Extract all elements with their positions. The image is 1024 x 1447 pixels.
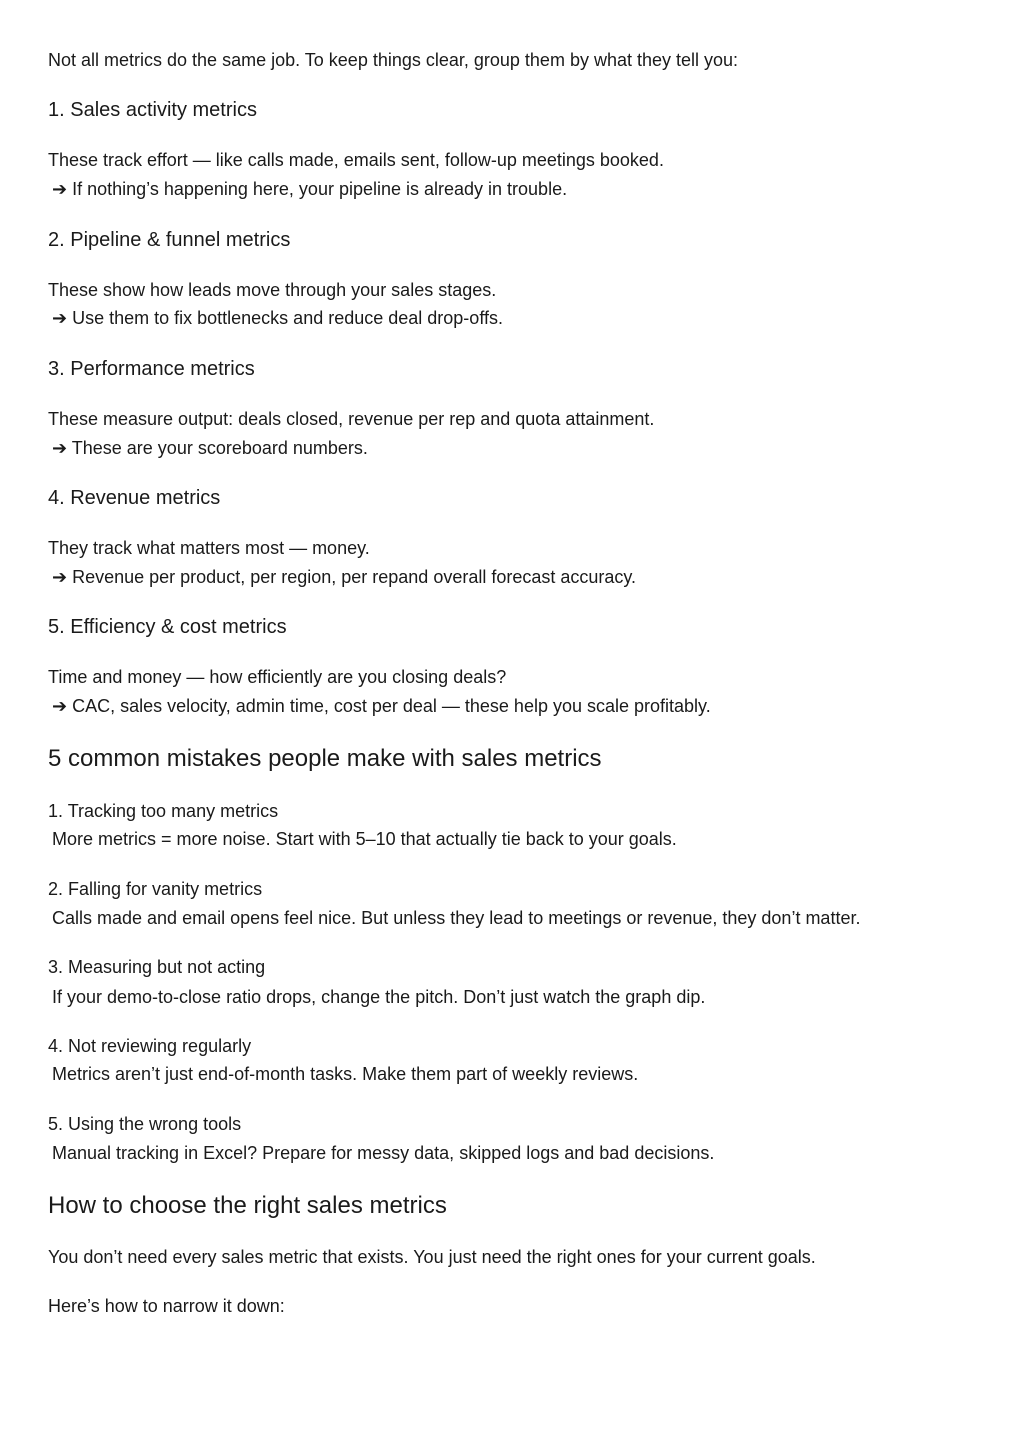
category-takeaway-revenue: ➔ Revenue per product, per region, per repand overall forecast accuracy. [52, 567, 637, 587]
mistake-text-2: Calls made and email opens feel nice. But unless they lead to meetings or revenue, they don’t matter. [52, 908, 861, 928]
category-takeaway-efficiency: ➔ CAC, sales velocity, admin time, cost per deal — these help you scale profitably. [52, 696, 711, 716]
mistake-text-4: Metrics aren’t just end-of-month tasks. Make them part of weekly reviews. [52, 1064, 639, 1084]
category-takeaway-performance: ➔ These are your scoreboard numbers. [52, 438, 368, 458]
category-heading-activity: 1. Sales activity metrics [48, 99, 257, 121]
mistake-text-1: More metrics = more noise. Start with 5–10 that actually tie back to your goals. [52, 829, 677, 849]
intro-paragraph: Not all metrics do the same job. To keep things clear, group them by what they tell you: [48, 50, 739, 70]
category-description-efficiency: Time and money — how efficiently are you closing deals? [48, 667, 507, 687]
choose-paragraph-2: Here’s how to narrow it down: [48, 1296, 285, 1316]
category-description-activity: These track effort — like calls made, emails sent, follow-up meetings booked. [48, 150, 664, 170]
mistake-title-1: 1. Tracking too many metrics [48, 801, 279, 821]
category-heading-pipeline: 2. Pipeline & funnel metrics [48, 229, 291, 251]
category-heading-revenue: 4. Revenue metrics [48, 487, 221, 509]
category-takeaway-pipeline: ➔ Use them to fix bottlenecks and reduce deal drop-offs. [52, 308, 503, 328]
category-takeaway-activity: ➔ If nothing’s happening here, your pipeline is already in trouble. [52, 179, 568, 199]
category-description-performance: These measure output: deals closed, revenue per rep and quota attainment. [48, 409, 655, 429]
category-description-pipeline: These show how leads move through your sales stages. [48, 280, 497, 300]
category-heading-performance: 3. Performance metrics [48, 358, 255, 380]
mistake-title-3: 3. Measuring but not acting [48, 957, 266, 977]
mistake-title-4: 4. Not reviewing regularly [48, 1036, 252, 1056]
mistake-title-2: 2. Falling for vanity metrics [48, 879, 263, 899]
mistakes-section-heading: 5 common mistakes people make with sales metrics [48, 745, 602, 772]
category-description-revenue: They track what matters most — money. [48, 538, 370, 558]
choose-section-heading: How to choose the right sales metrics [48, 1192, 447, 1219]
mistake-text-3: If your demo-to-close ratio drops, change the pitch. Don’t just watch the graph dip. [52, 987, 706, 1007]
choose-paragraph-1: You don’t need every sales metric that exists. You just need the right ones for your current goals. [48, 1247, 816, 1267]
category-heading-efficiency: 5. Efficiency & cost metrics [48, 616, 287, 638]
mistake-title-5: 5. Using the wrong tools [48, 1114, 242, 1134]
mistake-text-5: Manual tracking in Excel? Prepare for messy data, skipped logs and bad decisions. [52, 1143, 715, 1163]
